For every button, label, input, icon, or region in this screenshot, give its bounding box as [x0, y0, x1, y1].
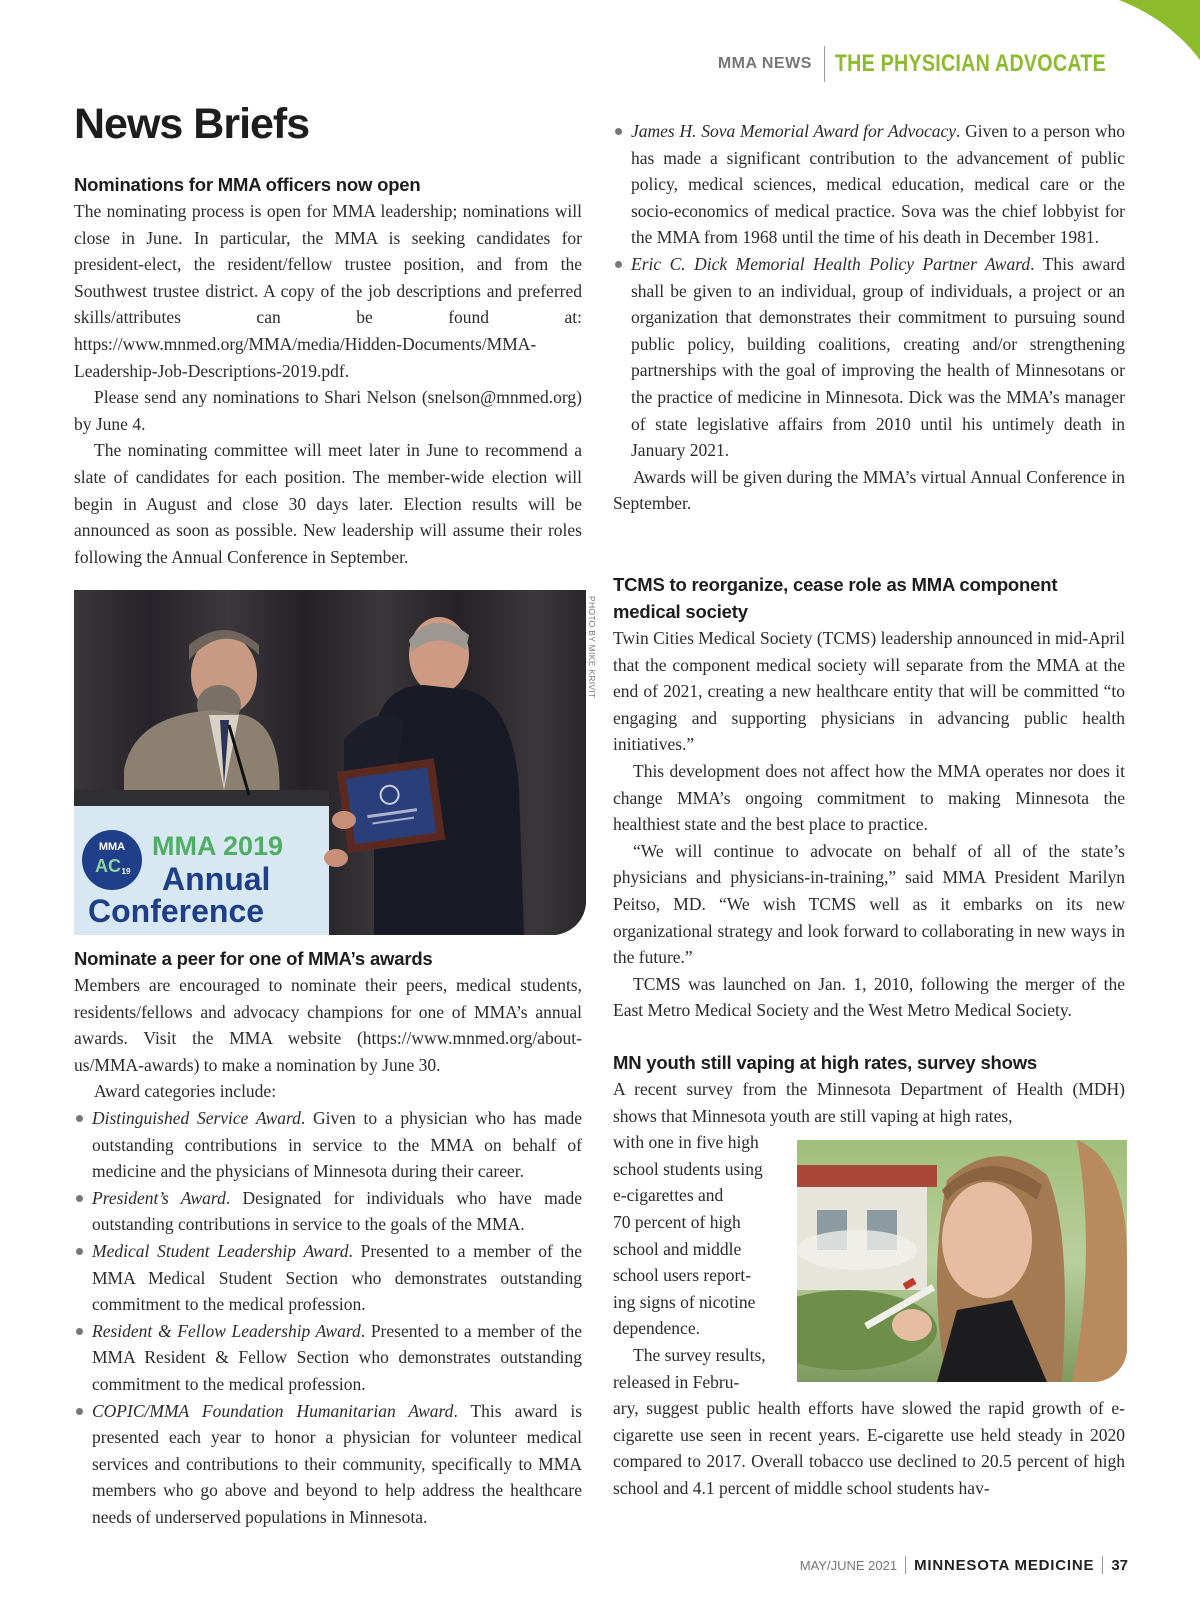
article-paragraph: The nominating process is open for MMA leadership; nominations will close in June. In particular, the MMA is seeking candidates for president-elect, the resident/fellow trustee position, and from the Southwest trustee district. A copy of the job descriptions and preferred skills/attributes can be found at: https://www.mnmed.org/MMA/media/Hidden-Documents/MMA-Leadership-Job-Descriptions-2019.pdf.: [74, 201, 582, 381]
wrapped-text-block: [613, 1129, 783, 1395]
sign-line-2: Annual: [162, 861, 271, 897]
vaping-girl-photo: [797, 1140, 1127, 1382]
award-item: [613, 118, 1125, 251]
sign-logo-top: MMA: [98, 841, 126, 853]
wrapped-line: school students using: [613, 1158, 763, 1179]
award-item: [74, 1318, 582, 1398]
award-item: [74, 1398, 582, 1531]
article-tcms: [613, 571, 1125, 1024]
wrapped-line: 70 percent of high: [613, 1211, 741, 1232]
page-footer: [800, 1554, 1128, 1576]
award-description: . Designated for individuals who have made outstanding contributions in service to the goals of the MMA.: [92, 1187, 582, 1235]
article-awards: [74, 945, 582, 1530]
conference-award-photo: [74, 590, 586, 935]
award-description: . Presented to a member of the MMA Resident & Fellow Section who demonstrates outstanding commitment to the medical profession.: [92, 1320, 582, 1394]
awards-continued: [613, 118, 1125, 517]
sign-line-1: MMA 2019: [152, 831, 284, 861]
sign-line-3: Conference: [88, 893, 265, 929]
wrapped-line: with one in five high: [613, 1132, 759, 1153]
page-header: [718, 46, 1128, 82]
award-name: Distinguished Service Award: [92, 1107, 301, 1128]
vaping-girl-illustration: [797, 1140, 1127, 1382]
wrapped-line: school and middle: [613, 1238, 742, 1259]
article-paragraph: Members are encouraged to nominate their peers, medical students, residents/fellows and advocacy champions for one of MMA’s annual awards. Visit the MMA website (https://www.mnmed.org/about-us/MMA-awards) to make a nomination by June 30.: [74, 975, 582, 1075]
magazine-name: MINNESOTA MEDICINE: [914, 1556, 1095, 1574]
award-item: [613, 251, 1125, 464]
award-description: . Given to a physician who has made outstanding contributions in service to the MMA on behalf of medicine and the physicians of Minnesota during their career.: [92, 1107, 582, 1182]
award-item: [74, 1105, 582, 1185]
conference-award-illustration: [74, 590, 586, 935]
award-item: [74, 1238, 582, 1318]
article-heading: TCMS to reorganize, cease role as MMA component medical society: [613, 574, 1058, 622]
article-paragraph: The nominating committee will meet later in June to recommend a slate of candidates for each position. The member-wide election will begin in August and close 30 days later. Election results will be announced as soon as possible. New leadership will assume their roles following the Annual Conference in September.: [74, 440, 582, 567]
page-number: 37: [1111, 1556, 1128, 1574]
wrapped-line: The survey results,: [633, 1344, 766, 1365]
award-name: COPIC/MMA Foundation Humanitarian Award: [92, 1400, 454, 1421]
award-description: . This award is presented each year to honor a physician for volunteer medical services and contributions to their community, specifically to MMA members who go above and beyond to help address the healthcare needs of underserved populations in Minnesota.: [92, 1400, 582, 1527]
award-description: . This award shall be given to an individual, group of individuals, a project or an organization that demonstrates their commitment to pursuing sound public policy, building coalitions, creating and/or strengthening partnerships with the goal of improving the health of Minnesotans or the practice of medicine in Minnesota. Dick was the MMA’s manager of state legislative affairs from 2010 until his untimely death in January 2021.: [631, 253, 1125, 461]
award-name: Resident & Fellow Leadership Award: [92, 1320, 361, 1341]
header-title: THE PHYSICIAN ADVOCATE: [835, 50, 1107, 77]
article-heading: MN youth still vaping at high rates, survey shows: [613, 1052, 1038, 1073]
wrapped-line: ing signs of nicotine: [613, 1291, 756, 1312]
article-paragraph: “We will continue to advocate on behalf of all of the state’s physicians and physicians-in-training,” said MMA President Marilyn Peitso, MD. “We wish TCMS well as it embarks on its new organizational strategy and look forward to collaborating in new ways in the future.”: [613, 840, 1125, 968]
article-paragraph: Twin Cities Medical Society (TCMS) leadership announced in mid-April that the component medical society will separate from the MMA at the end of 2021, creating a new healthcare entity that will be committed “to engaging and supporting physicians in advancing public health initiatives.”: [613, 628, 1126, 755]
wrapped-line: released in Febru-: [613, 1371, 740, 1392]
page-title: News Briefs: [74, 100, 310, 148]
sign-logo-mid: AC: [95, 856, 121, 876]
sign-logo-num: 19: [121, 867, 131, 876]
wrapped-line: dependence.: [613, 1318, 700, 1339]
header-section: MMA NEWS: [717, 55, 812, 72]
article-heading: Nominations for MMA officers now open: [74, 174, 421, 195]
award-name: Eric C. Dick Memorial Health Policy Partner Award: [631, 253, 1031, 274]
award-description: . Given to a person who has made a significant contribution to the advancement of public policy, medical sciences, medical education, medical care or the socio-economics of medical practice. Sova was the chief lobbyist for the MMA from 1968 until the time of his death in December 1981.: [631, 121, 1125, 248]
award-list: [74, 1105, 582, 1531]
wrapped-line: e-cigarettes and: [613, 1185, 724, 1206]
award-item: [74, 1185, 582, 1238]
article-paragraph: A recent survey from the Minnesota Department of Health (MDH) shows that Minnesota youth are still vaping at high rates,: [613, 1079, 1125, 1126]
award-list-continued: [613, 118, 1125, 464]
award-categories-intro: Award categories include:: [94, 1081, 277, 1102]
article-paragraph: ary, suggest public health efforts have slowed the rapid growth of e-cigarette use seen in recent years. E-cigarette use held steady in 2020 compared to 2017. Overall tobacco use declined to 20.5 percent of high school and 4.1 percent of middle school students hav-: [613, 1398, 1125, 1498]
awards-closing: Awards will be given during the MMA’s virtual Annual Conference in September.: [613, 466, 1125, 514]
article-nominations: [74, 171, 582, 570]
award-name: Medical Student Leadership Award: [92, 1240, 349, 1261]
photo-credit: PHOTO BY MIKE KRIVIT: [587, 596, 597, 699]
article-paragraph: TCMS was launched on Jan. 1, 2010, following the merger of the East Metro Medical Society and the West Metro Medical Society.: [613, 973, 1125, 1021]
award-name: James H. Sova Memorial Award for Advocacy: [631, 121, 957, 141]
issue-date: MAY/JUNE 2021: [799, 1557, 898, 1573]
article-paragraph: This development does not affect how the MMA operates nor does it change MMA’s ongoing commitment to making Minnesota the healthiest state and the best place to practice.: [613, 760, 1125, 835]
wrapped-line: school users report-: [613, 1265, 752, 1286]
article-paragraph: Please send any nominations to Shari Nelson (snelson@mnmed.org) by June 4.: [74, 387, 582, 434]
award-name: President’s Award: [92, 1187, 226, 1208]
award-description: . Presented to a member of the MMA Medical Student Section who demonstrates outstanding commitment to the medical profession.: [92, 1240, 582, 1315]
article-heading: Nominate a peer for one of MMA’s awards: [74, 948, 433, 969]
